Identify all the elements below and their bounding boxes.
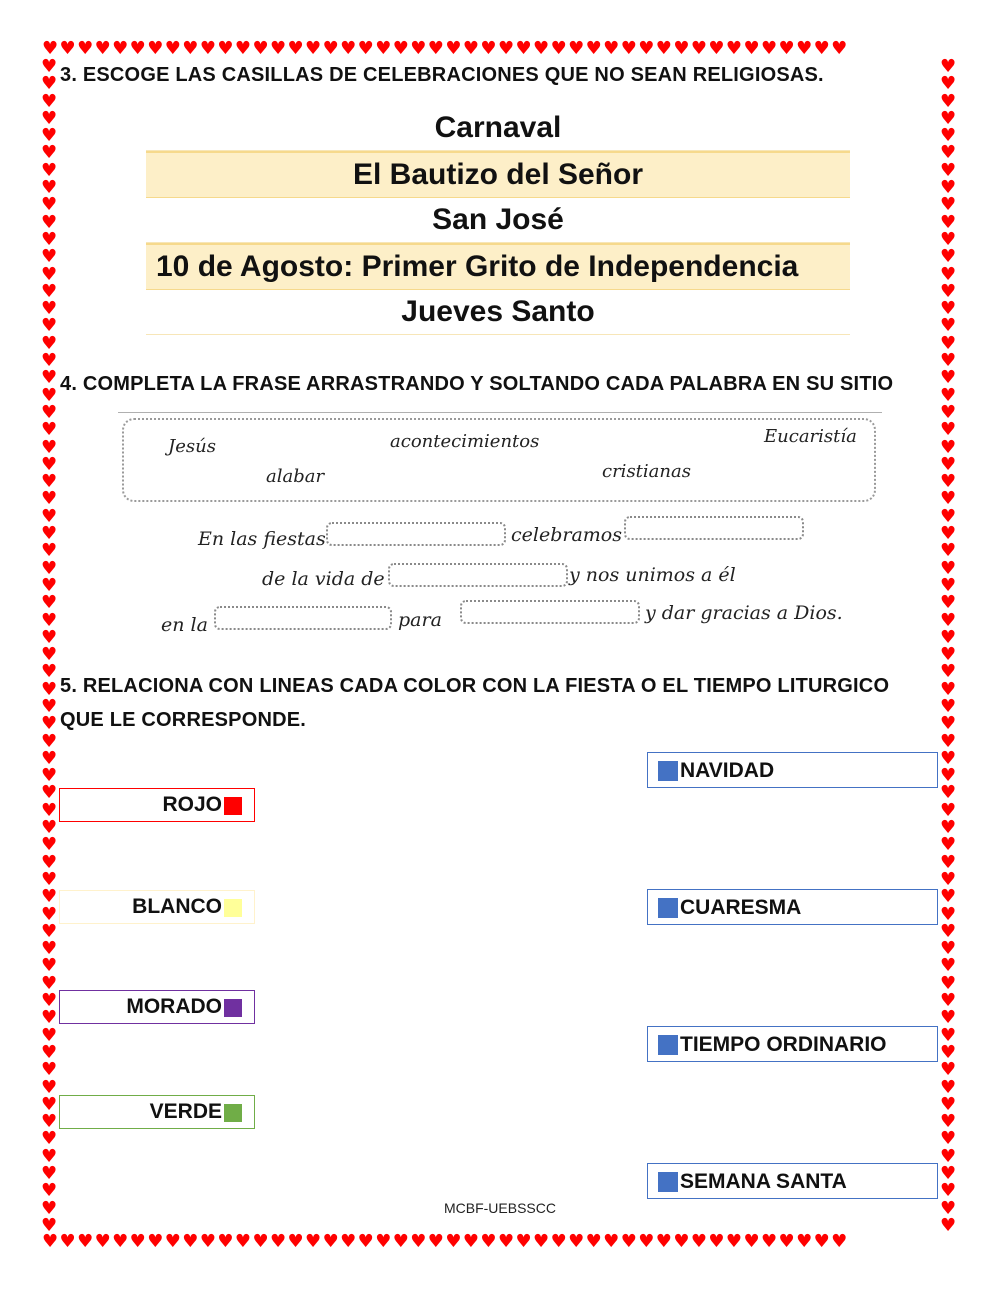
color-label: BLANCO <box>132 895 222 918</box>
sentence-part-6: para <box>398 609 442 631</box>
color-label: MORADO <box>126 995 222 1018</box>
heart-border-right: ♥♥♥♥♥♥♥♥♥♥♥♥♥♥♥♥♥♥♥♥♥♥♥♥♥♥♥♥♥♥♥♥♥♥♥♥♥♥♥♥♥♥♥♥♥♥♥♥♥♥♥♥♥♥♥♥♥♥♥♥♥♥♥♥♥♥♥♥ <box>940 56 957 1236</box>
drop-slot-2[interactable] <box>624 516 804 540</box>
option-carnaval[interactable]: Carnaval <box>146 106 850 151</box>
sentence-part-3: de la vida de <box>262 568 385 590</box>
option-10-de-agosto[interactable]: 10 de Agosto: Primer Grito de Independencia <box>146 243 850 290</box>
festivity-label: CUARESMA <box>680 896 802 919</box>
color-morado[interactable] <box>59 990 255 1024</box>
heart-border-left: ♥♥♥♥♥♥♥♥♥♥♥♥♥♥♥♥♥♥♥♥♥♥♥♥♥♥♥♥♥♥♥♥♥♥♥♥♥♥♥♥♥♥♥♥♥♥♥♥♥♥♥♥♥♥♥♥♥♥♥♥♥♥♥♥♥♥♥♥ <box>41 56 58 1236</box>
option-jueves-santo[interactable]: Jueves Santo <box>146 290 850 335</box>
color-label: ROJO <box>162 793 222 816</box>
blue-square-icon <box>658 1035 678 1055</box>
word-cristianas[interactable]: cristianas <box>602 461 691 482</box>
sentence-part-7: y dar gracias a Dios. <box>645 602 843 624</box>
festivity-semana-santa[interactable] <box>647 1163 938 1199</box>
red-swatch-icon <box>224 797 242 815</box>
question-3-title: 3. ESCOGE LAS CASILLAS DE CELEBRACIONES QUE NO SEAN RELIGIOSAS. <box>60 64 824 86</box>
question-4-title: 4. COMPLETA LA FRASE ARRASTRANDO Y SOLTANDO CADA PALABRA EN SU SITIO <box>60 373 894 395</box>
color-blanco[interactable] <box>59 890 255 924</box>
divider <box>118 412 882 413</box>
color-verde[interactable] <box>59 1095 255 1129</box>
heart-border-bottom: ♥♥♥♥♥♥♥♥♥♥♥♥♥♥♥♥♥♥♥♥♥♥♥♥♥♥♥♥♥♥♥♥♥♥♥♥♥♥♥♥♥♥♥♥♥♥ <box>42 1231 849 1252</box>
purple-swatch-icon <box>224 999 242 1017</box>
drop-slot-4[interactable] <box>214 606 392 630</box>
festivity-cuaresma[interactable] <box>647 889 938 925</box>
footer-code: MCBF-UEBSSCC <box>443 1200 556 1216</box>
green-swatch-icon <box>224 1104 242 1122</box>
drop-slot-3[interactable] <box>388 563 568 587</box>
question-5-title-line-1: 5. RELACIONA CON LINEAS CADA COLOR CON LA FIESTA O EL TIEMPO LITURGICO <box>60 675 890 697</box>
sentence-part-2: celebramos <box>511 524 622 546</box>
festivity-tiempo-ordinario[interactable] <box>647 1026 938 1062</box>
sentence-part-1: En las fiestas <box>198 528 326 550</box>
word-alabar[interactable]: alabar <box>266 466 325 487</box>
option-bautizo-del-senor[interactable]: El Bautizo del Señor <box>146 151 850 198</box>
celebration-options <box>146 106 850 335</box>
festivity-label: NAVIDAD <box>680 759 775 782</box>
festivity-label: TIEMPO ORDINARIO <box>680 1033 887 1056</box>
question-5-title-line-2: QUE LE CORRESPONDE. <box>60 709 307 731</box>
blue-square-icon <box>658 1172 678 1192</box>
heart-border-top: ♥♥♥♥♥♥♥♥♥♥♥♥♥♥♥♥♥♥♥♥♥♥♥♥♥♥♥♥♥♥♥♥♥♥♥♥♥♥♥♥♥♥♥♥♥♥ <box>42 38 849 59</box>
color-label: VERDE <box>149 1100 222 1123</box>
blue-square-icon <box>658 898 678 918</box>
word-eucaristia[interactable]: Eucaristía <box>764 426 857 447</box>
color-rojo[interactable] <box>59 788 255 822</box>
word-jesus[interactable]: Jesús <box>168 436 216 457</box>
sentence-part-5: en la <box>161 614 208 636</box>
option-san-jose[interactable]: San José <box>146 198 850 243</box>
festivity-navidad[interactable] <box>647 752 938 788</box>
word-acontecimientos[interactable]: acontecimientos <box>390 431 540 452</box>
blue-square-icon <box>658 761 678 781</box>
sentence-part-4: y nos unimos a él <box>569 564 736 586</box>
drop-slot-5[interactable] <box>460 600 640 624</box>
drop-slot-1[interactable] <box>326 522 506 546</box>
white-swatch-icon <box>224 899 242 917</box>
word-bank <box>122 418 876 502</box>
festivity-label: SEMANA SANTA <box>680 1170 847 1193</box>
